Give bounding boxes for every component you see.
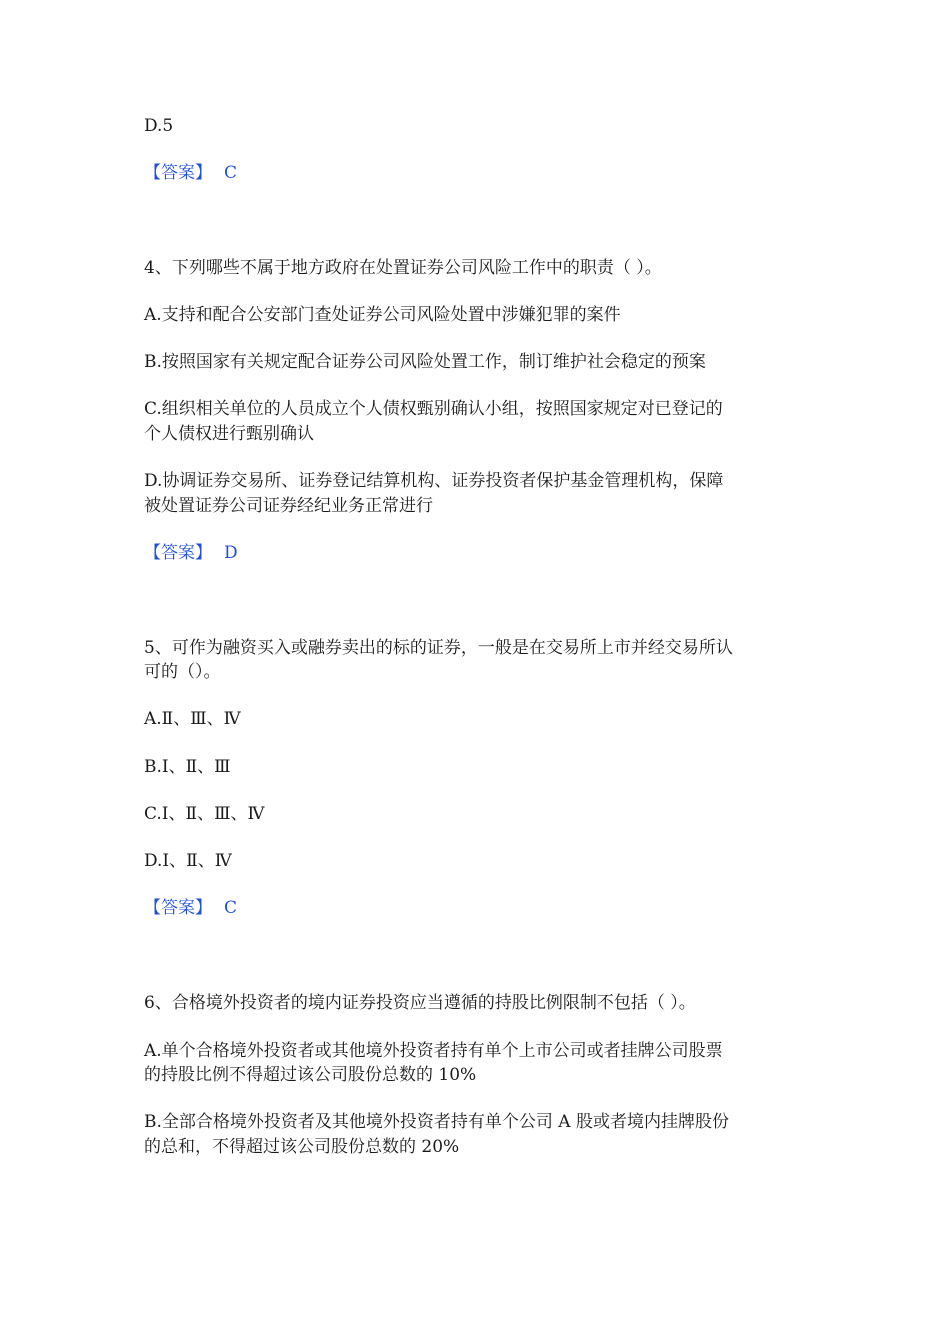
q3-answer (144, 161, 237, 185)
q4-option-b: B.按照国家有关规定配合证券公司风险处置工作，制订维护社会稳定的预案 (144, 352, 706, 372)
answer-value: D (224, 543, 238, 563)
q4-option-d-line2: 被处置证券公司证券经纪业务正常进行 (144, 496, 433, 516)
q4-option-c-line1: C.组织相关单位的人员成立个人债权甄别确认小组，按照国家规定对已登记的 (144, 399, 723, 419)
q5-question-line2: 可的（）。 (144, 662, 221, 682)
q5-option-c: C.Ⅰ、Ⅱ、Ⅲ、Ⅳ (144, 804, 265, 824)
q4-option-c-line2: 个人债权进行甄别确认 (144, 424, 314, 444)
q4-option-a: A.支持和配合公安部门查处证券公司风险处置中涉嫌犯罪的案件 (144, 305, 621, 325)
answer-value: C (224, 163, 238, 183)
q5-option-d: D.Ⅰ、Ⅱ、Ⅳ (144, 851, 232, 871)
q4-question: 4、下列哪些不属于地方政府在处置证券公司风险工作中的职责（ ）。 (144, 258, 662, 278)
q5-question-line1: 5、可作为融资买入或融券卖出的标的证券，一般是在交易所上市并经交易所认 (144, 638, 733, 658)
answer-label: 【答案】 (144, 163, 212, 183)
answer-label: 【答案】 (144, 543, 212, 563)
q6-question: 6、合格境外投资者的境内证券投资应当遵循的持股比例限制不包括（ ）。 (144, 993, 696, 1013)
q5-option-a: A.Ⅱ、Ⅲ、Ⅳ (144, 709, 241, 729)
q5-option-b: B.Ⅰ、Ⅱ、Ⅲ (144, 757, 231, 777)
q5-answer (144, 896, 237, 920)
q3-option-d: D.5 (144, 116, 174, 136)
q6-option-b-line2: 的总和，不得超过该公司股份总数的 20% (144, 1137, 460, 1157)
answer-label: 【答案】 (144, 898, 212, 918)
answer-value: C (224, 898, 238, 918)
q6-option-a-line2: 的持股比例不得超过该公司股份总数的 10% (144, 1065, 477, 1085)
q6-option-b-line1: B.全部合格境外投资者及其他境外投资者持有单个公司 A 股或者境内挂牌股份 (144, 1112, 729, 1132)
q6-option-a-line1: A.单个合格境外投资者或其他境外投资者持有单个上市公司或者挂牌公司股票 (144, 1041, 723, 1061)
q4-answer (144, 541, 238, 565)
q4-option-d-line1: D.协调证券交易所、证券登记结算机构、证券投资者保护基金管理机构，保障 (144, 471, 724, 491)
